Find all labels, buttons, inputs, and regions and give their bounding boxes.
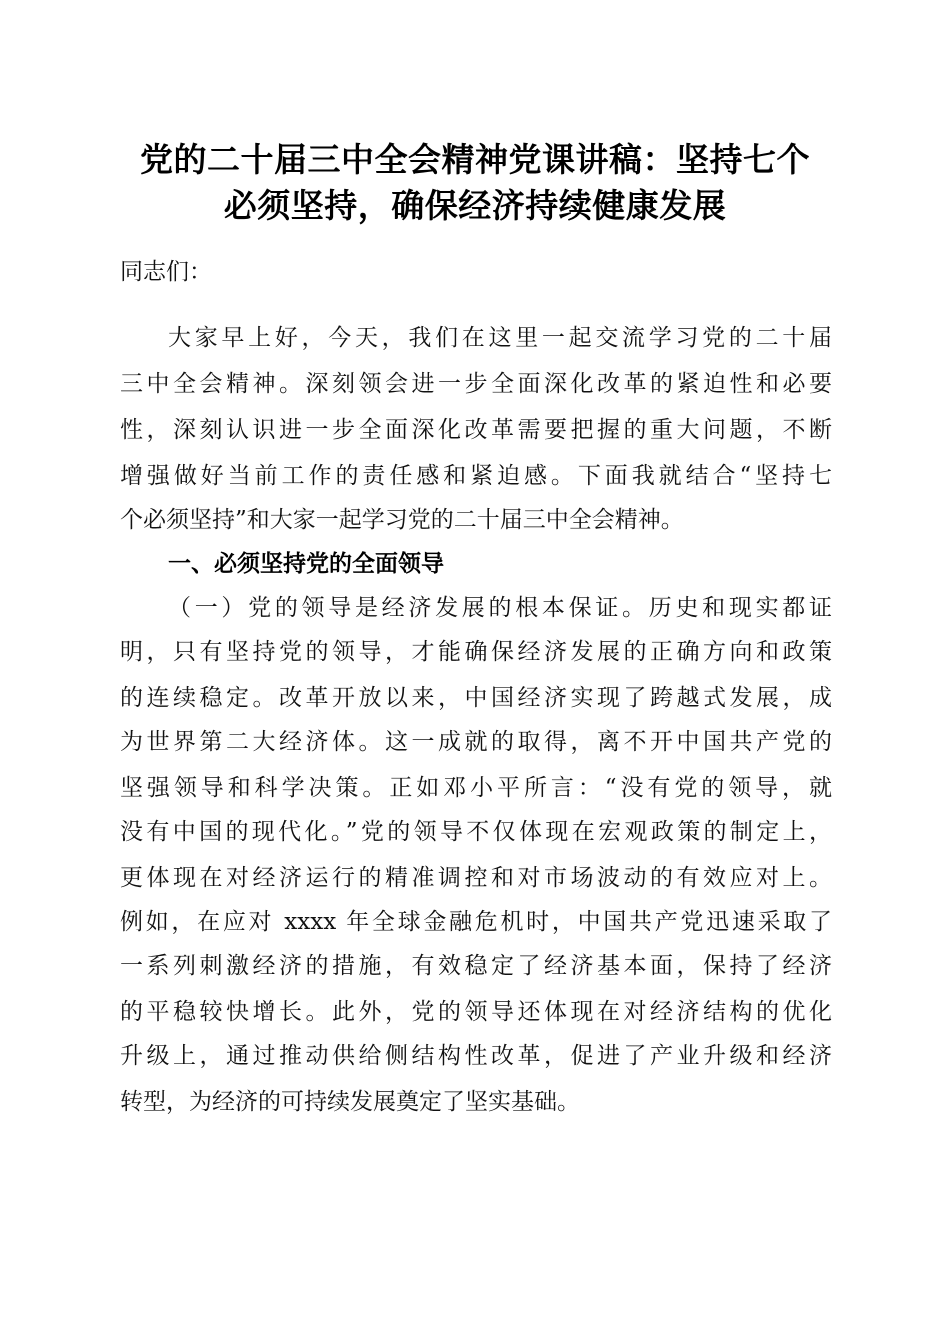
- section-line: 明，只有坚持党的领导，才能确保经济发展的正确方向和政策: [120, 639, 832, 665]
- document-title-line-1: 党的二十届三中全会精神党课讲稿：坚持七个: [140, 140, 810, 179]
- section-line: 例如，在应对 xxxx 年全球金融危机时，中国共产党迅速采取了: [120, 909, 832, 935]
- intro-line: 三中全会精神。深刻领会进一步全面深化改革的紧迫性和必要: [120, 371, 832, 397]
- section-line: （一）党的领导是经济发展的根本保证。历史和现实都证: [168, 595, 832, 621]
- intro-line: 性，深刻认识进一步全面深化改革需要把握的重大问题，不断: [120, 417, 832, 443]
- section-line: 一系列刺激经济的措施，有效稳定了经济基本面，保持了经济: [120, 953, 832, 979]
- section-line: 坚强领导和科学决策。正如邓小平所言：“没有党的领导，就: [120, 775, 832, 801]
- salutation: 同志们：: [120, 259, 212, 285]
- section-line: 升级上，通过推动供给侧结构性改革，促进了产业升级和经济: [120, 1043, 832, 1069]
- intro-line: 个必须坚持”和大家一起学习党的二十届三中全会精神。: [120, 507, 684, 533]
- section-heading: 一、必须坚持党的全面领导: [168, 551, 444, 577]
- section-line: 转型，为经济的可持续发展奠定了坚实基础。: [120, 1089, 580, 1115]
- intro-line: 增强做好当前工作的责任感和紧迫感。下面我就结合“坚持七: [120, 463, 832, 489]
- document-title-line-2: 必须坚持，确保经济持续健康发展: [223, 186, 727, 225]
- section-line: 的连续稳定。改革开放以来，中国经济实现了跨越式发展，成: [120, 685, 832, 711]
- section-line: 的平稳较快增长。此外，党的领导还体现在对经济结构的优化: [120, 999, 832, 1025]
- intro-line: 大家早上好，今天，我们在这里一起交流学习党的二十届: [168, 325, 832, 351]
- section-line: 为世界第二大经济体。这一成就的取得，离不开中国共产党的: [120, 729, 832, 755]
- section-line: 更体现在对经济运行的精准调控和对市场波动的有效应对上。: [120, 865, 832, 891]
- section-line: 没有中国的现代化。”党的领导不仅体现在宏观政策的制定上，: [120, 819, 832, 845]
